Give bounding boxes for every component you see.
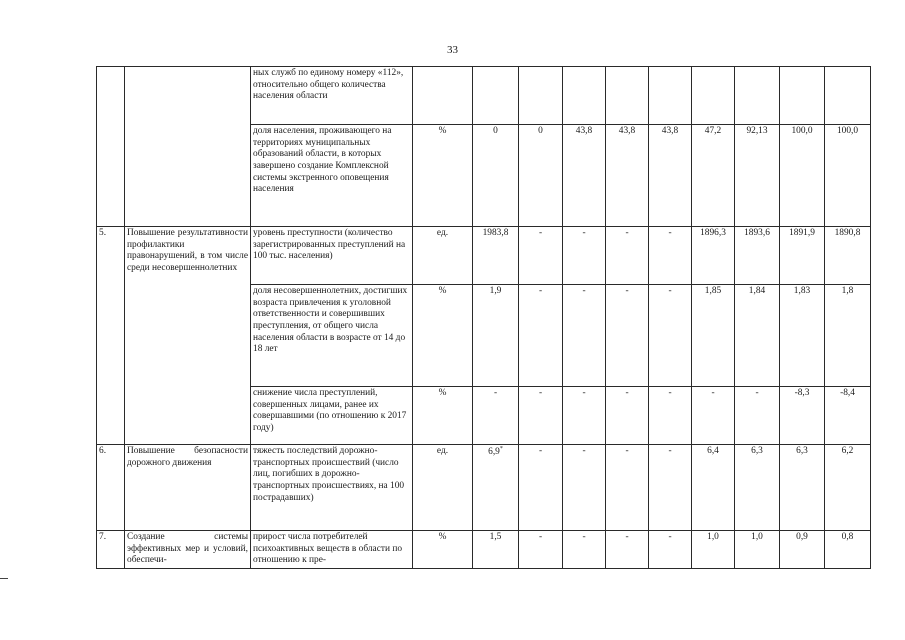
value-cell: 47,2 [692, 125, 735, 227]
value-cell: - [519, 227, 563, 285]
value-cell: 1,8 [825, 285, 871, 387]
value-cell: - [519, 445, 563, 531]
table-row [97, 445, 871, 531]
value-cell: -8,3 [780, 387, 825, 445]
value-cell [649, 67, 692, 125]
task-cell [125, 67, 251, 227]
value-cell: - [563, 445, 606, 531]
value-cell: 6,2 [825, 445, 871, 531]
value-cell [473, 445, 519, 531]
value-cell: - [519, 387, 563, 445]
table-row [97, 67, 871, 125]
row-number-cell: 6. [97, 445, 125, 531]
value-cell: 1,85 [692, 285, 735, 387]
value-cell: 0 [519, 125, 563, 227]
value-cell: 6,4 [692, 445, 735, 531]
value-cell: 0,9 [780, 531, 825, 569]
value-cell [825, 67, 871, 125]
value-cell: 100,0 [825, 125, 871, 227]
indicator-cell: доля несовершеннолетних, достигших возраста привлечения к уголовной ответственности и совершивших преступления, от общего числа населения области в возрасте от 14 до 18 лет [251, 285, 413, 387]
value-cell: - [649, 285, 692, 387]
value-cell: - [649, 531, 692, 569]
value-cell: 1891,9 [780, 227, 825, 285]
value-cell [780, 67, 825, 125]
value-cell: - [649, 445, 692, 531]
value-text: 6,9 [488, 447, 500, 458]
task-cell: Повышение результативности профилактики правонарушений, в том числе среди несовершеннолетних [125, 227, 251, 445]
value-cell: - [606, 387, 649, 445]
indicator-cell: тяжесть последствий дорожно-транспортных происшествий (число лиц, погибших в дорожно-транспортных происшествиях, на 100 пострадавших) [251, 445, 413, 531]
value-cell: 6,3 [780, 445, 825, 531]
unit-cell: ед. [413, 227, 473, 285]
value-cell: - [649, 227, 692, 285]
value-cell: 1983,8 [473, 227, 519, 285]
value-cell: - [563, 227, 606, 285]
value-cell: - [563, 285, 606, 387]
value-cell: - [649, 387, 692, 445]
value-cell [735, 67, 780, 125]
value-cell: - [519, 531, 563, 569]
table-row [97, 227, 871, 285]
value-cell: 1896,3 [692, 227, 735, 285]
value-cell: - [473, 387, 519, 445]
row-number-cell: 5. [97, 227, 125, 445]
value-cell: - [519, 285, 563, 387]
value-cell: - [606, 445, 649, 531]
value-cell [563, 67, 606, 125]
unit-cell: % [413, 387, 473, 445]
value-cell [473, 67, 519, 125]
value-cell: 1893,6 [735, 227, 780, 285]
value-cell [606, 67, 649, 125]
value-cell: -8,4 [825, 387, 871, 445]
indicators-table [96, 66, 871, 569]
value-cell: - [606, 285, 649, 387]
value-cell: - [606, 531, 649, 569]
value-cell: 0 [473, 125, 519, 227]
value-cell: 6,3 [735, 445, 780, 531]
value-cell: 1,84 [735, 285, 780, 387]
value-cell: - [563, 531, 606, 569]
margin-mark [0, 578, 8, 579]
footnote-mark: * [499, 446, 503, 452]
value-cell: 1,83 [780, 285, 825, 387]
page-number: 33 [447, 44, 458, 56]
indicator-cell: доля населения, проживающего на территориях муниципальных образований области, в которых завершено создание Комплексной системы экстренного оповещения населения [251, 125, 413, 227]
indicator-cell: снижение числа преступлений, совершенных лицами, ранее их совершавшими (по отношению к 2017 году) [251, 387, 413, 445]
value-cell: 1,0 [735, 531, 780, 569]
unit-cell: ед. [413, 445, 473, 531]
value-cell: 43,8 [649, 125, 692, 227]
value-cell: 43,8 [563, 125, 606, 227]
value-cell: 92,13 [735, 125, 780, 227]
task-cell: Повышение безопасности дорожного движения [125, 445, 251, 531]
indicator-cell: ных служб по единому номеру «112», относительно общего количества населения области [251, 67, 413, 125]
unit-cell: % [413, 125, 473, 227]
value-cell: - [692, 387, 735, 445]
indicator-cell: прирост числа потребителей психоактивных веществ в области по отношению к пре- [251, 531, 413, 569]
value-cell [519, 67, 563, 125]
value-cell: 1890,8 [825, 227, 871, 285]
value-cell: 100,0 [780, 125, 825, 227]
table-row [97, 531, 871, 569]
unit-cell [413, 67, 473, 125]
indicator-cell: уровень преступности (количество зарегистрированных преступлений на 100 тыс. населения) [251, 227, 413, 285]
value-cell [692, 67, 735, 125]
unit-cell: % [413, 285, 473, 387]
value-cell: - [606, 227, 649, 285]
value-cell: - [735, 387, 780, 445]
value-cell: 1,0 [692, 531, 735, 569]
row-number-cell: 7. [97, 531, 125, 569]
value-cell: 43,8 [606, 125, 649, 227]
task-cell: Создание системы эффективных мер и условий, обеспечи- [125, 531, 251, 569]
value-cell: - [563, 387, 606, 445]
value-cell: 1,5 [473, 531, 519, 569]
row-number-cell [97, 67, 125, 227]
value-cell: 0,8 [825, 531, 871, 569]
unit-cell: % [413, 531, 473, 569]
value-cell: 1,9 [473, 285, 519, 387]
